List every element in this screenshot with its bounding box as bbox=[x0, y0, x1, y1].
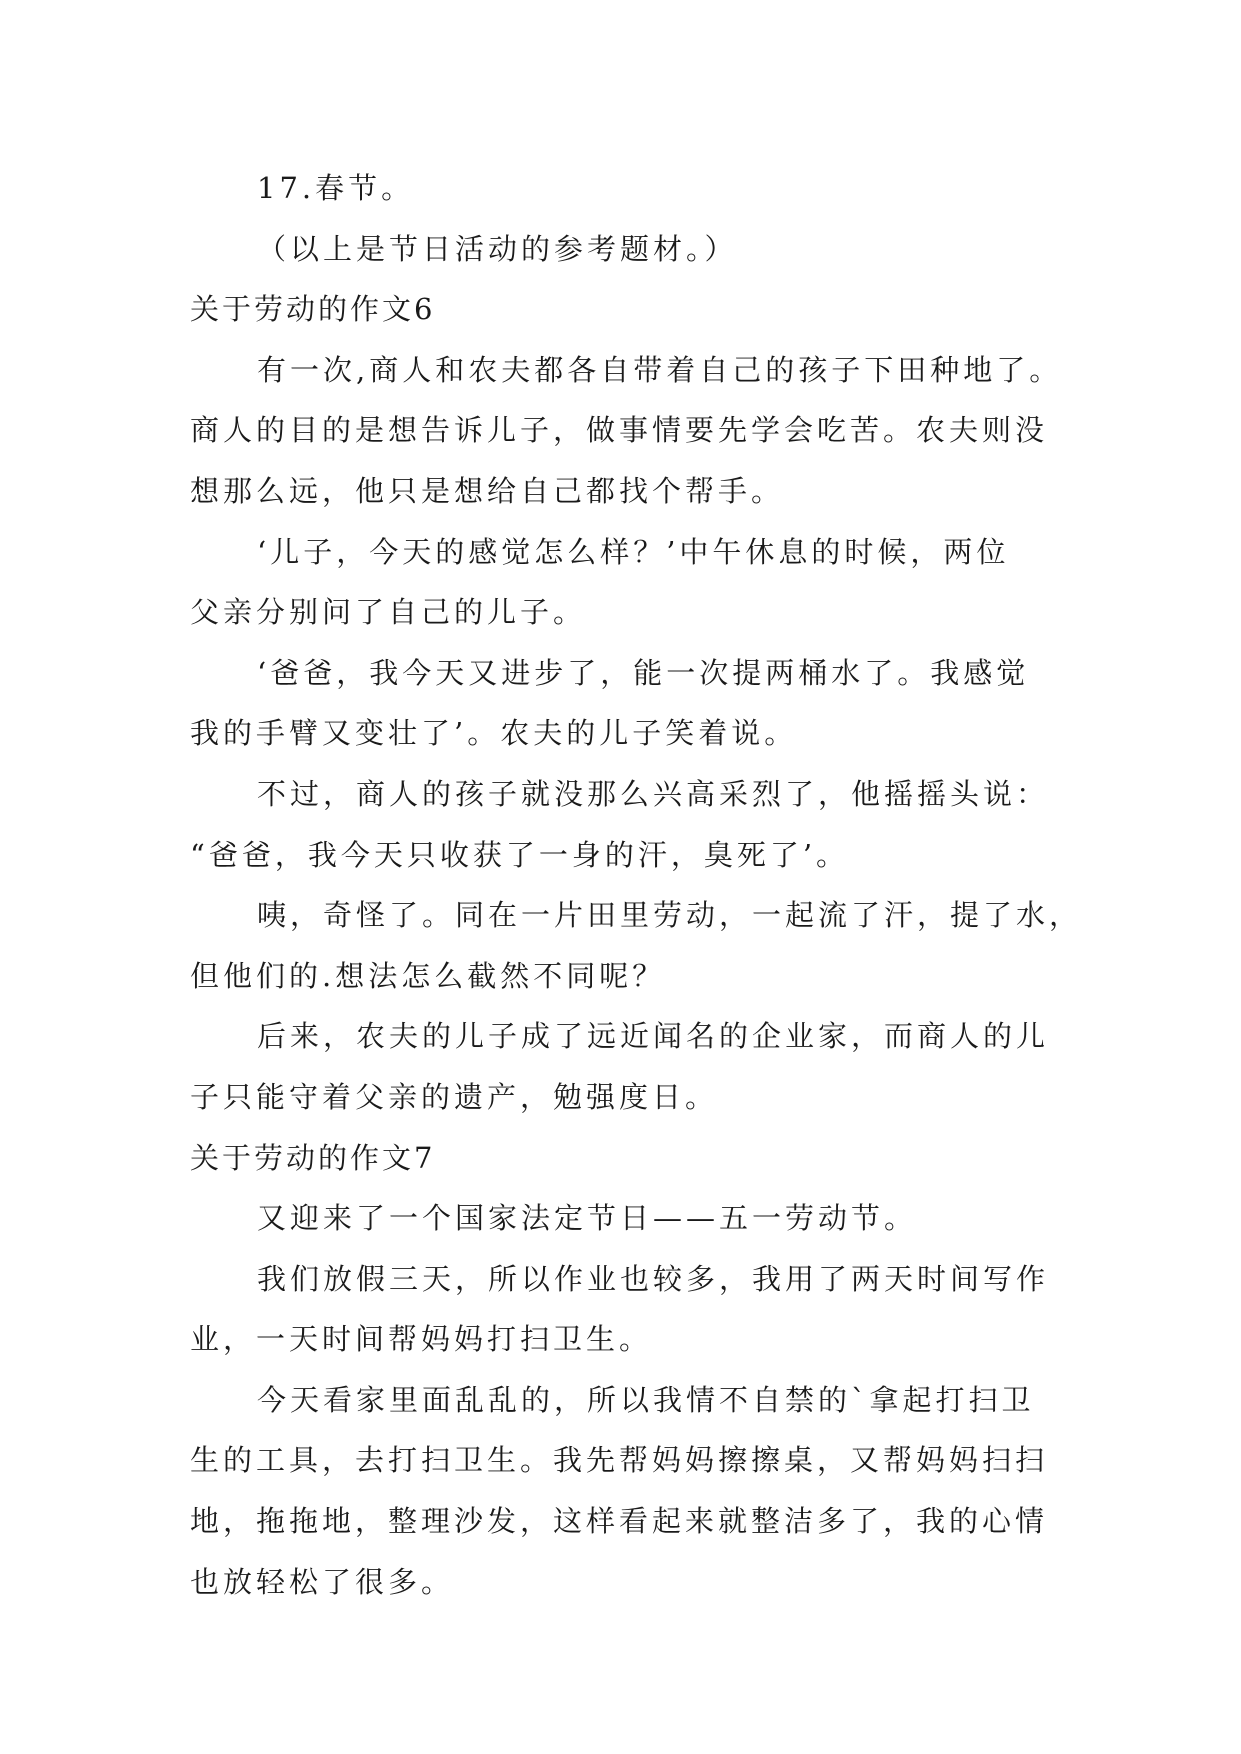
reference-note: （以上是节日活动的参考题材。） bbox=[257, 231, 738, 266]
essay-6-paragraph-4-line-1: 不过，商人的孩子就没那么兴高采烈了，他摇摇头说： bbox=[257, 776, 1050, 811]
essay-7-title: 关于劳动的作文7 bbox=[190, 1140, 436, 1175]
document-body bbox=[190, 158, 1083, 1612]
essay-7-paragraph-3-line-1: 今天看家里面乱乱的，所以我情不自禁的`拿起打扫卫 bbox=[257, 1382, 1035, 1417]
essay-7-paragraph-2-line-1: 我们放假三天，所以作业也较多，我用了两天时间写作 bbox=[257, 1261, 1050, 1296]
essay-6-title: 关于劳动的作文6 bbox=[190, 292, 436, 327]
essay-6-paragraph-5-line-1: 咦，奇怪了。同在一片田里劳动，一起流了汗，提了水， bbox=[257, 898, 1083, 933]
list-item-17: 17.春节。 bbox=[257, 171, 415, 205]
essay-7-paragraph-1-line-1: 又迎来了一个国家法定节日——五一劳动节。 bbox=[257, 1201, 918, 1236]
essay-6-paragraph-2-line-2: 父亲分别问了自己的儿子。 bbox=[190, 595, 587, 630]
essay-6-paragraph-1-line-3: 想那么远，他只是想给自己都找个帮手。 bbox=[190, 473, 785, 508]
essay-6-paragraph-4-line-2: “爸爸，我今天只收获了一身的汗，臭死了’。 bbox=[190, 837, 850, 872]
essay-6-paragraph-1-line-2: 商人的目的是想告诉儿子，做事情要先学会吃苦。农夫则没 bbox=[190, 413, 1049, 448]
essay-6-paragraph-6-line-2: 子只能守着父亲的遗产，勉强度日。 bbox=[190, 1079, 719, 1114]
essay-7-paragraph-3-line-3: 地，拖拖地，整理沙发，这样看起来就整洁多了，我的心情 bbox=[190, 1504, 1049, 1539]
essay-6-paragraph-5-line-2: 但他们的.想法怎么截然不同呢？ bbox=[190, 958, 666, 993]
essay-6-paragraph-1-line-1: 有一次,商人和农夫都各自带着自己的孩子下田种地了。 bbox=[257, 352, 1063, 387]
essay-6-paragraph-3-line-1: ‘爸爸，我今天又进步了，能一次提两桶水了。我感觉 bbox=[257, 655, 1030, 690]
essay-7-paragraph-3-line-2: 生的工具，去打扫卫生。我先帮妈妈擦擦桌，又帮妈妈扫扫 bbox=[190, 1443, 1049, 1478]
essay-7-paragraph-3-line-4: 也放轻松了很多。 bbox=[190, 1564, 455, 1599]
essay-6-paragraph-6-line-1: 后来，农夫的儿子成了远近闻名的企业家，而商人的儿 bbox=[257, 1019, 1050, 1054]
essay-6-paragraph-2-line-1: ‘儿子，今天的感觉怎么样？’中午休息的时候，两位 bbox=[257, 534, 1010, 569]
essay-6-paragraph-3-line-2: 我的手臂又变壮了’。农夫的儿子笑着说。 bbox=[190, 716, 798, 751]
essay-7-paragraph-2-line-2: 业，一天时间帮妈妈打扫卫生。 bbox=[190, 1322, 653, 1357]
